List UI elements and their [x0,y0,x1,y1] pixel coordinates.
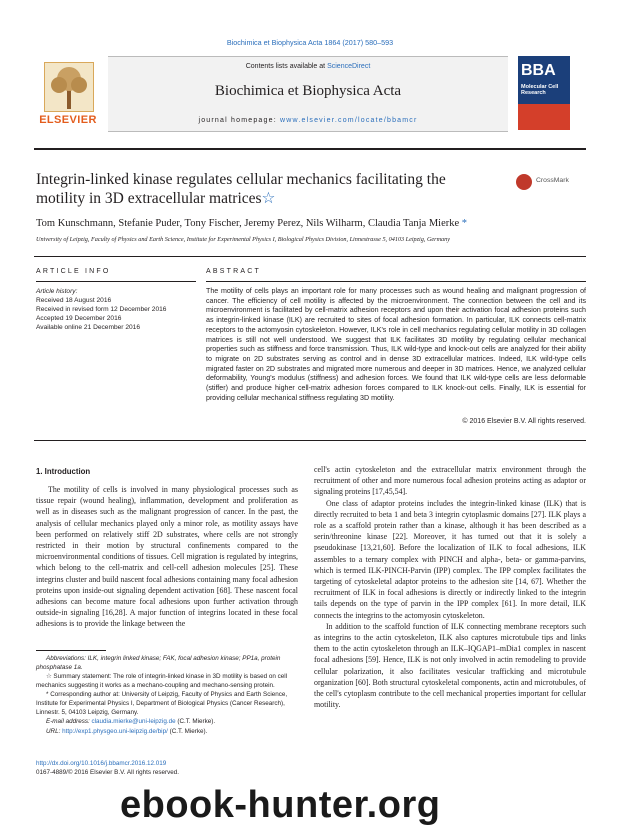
body-column-left [36,484,298,630]
article-title [36,170,496,208]
footnotes [36,655,298,737]
journal-title: Biochimica et Biophysica Acta [214,83,402,99]
homepage-prefix: journal homepage: [198,117,277,124]
elsevier-wordmark: ELSEVIER [39,114,97,126]
elsevier-tree-icon [44,62,94,112]
title-footnote-link[interactable]: ☆ [261,190,276,207]
header-rule [34,256,586,257]
paragraph: The motility of cells is involved in many physiological processes such as tissue repair (wound healing), inflammation, development and proliferation as well as in diseases such as the malignant progression of cancer. In the past, the analysis of cellular mechanics played only a minor role, as motility assays have been performed on relatively stiff 2D substrates, where cells are not strongly restricted in their motion by structural confinements compared to the microenvironmental conditions of tissues. Cell migration is regulated by integrins, which belong to the cell-matrix and cell-cell adhesion molecules [25]. These integrins cluster and build nascent focal adhesions containing many focal adhesion proteins upon inside-out signaling dependent activation [68]. These nascent focal adhesions can become mature focal adhesions upon further activation through outside-in signaling [16,28]. A major function of integrins located in these focal adhesions is to provide the linkage between the [36,485,298,629]
authors-text: Tom Kunschmann, Stefanie Puder, Tony Fischer, Jeremy Perez, Nils Wilharm, Claudia Tanja Mierke [36,218,460,229]
history-label: Article history: [36,288,78,295]
footnote-corresponding: * Corresponding author at: University of Leipzig, Faculty of Physics and Earth Science, Institute for Experimental Physics I, Department of Biological Physics (Cancer Research), Linnestr. 5, 04103 Leipzig, Germany. [36,691,288,716]
masthead-rule [34,148,586,150]
watermark: ebook-hunter.org [120,784,441,826]
footnote-email [36,718,298,727]
article-info-rule [36,281,196,282]
crossmark-icon [516,174,532,190]
email-suffix: (C.T. Mierke). [177,718,216,726]
homepage-link[interactable]: www.elsevier.com/locate/bbamcr [280,117,418,124]
author-list [36,218,596,229]
sciencedirect-link[interactable]: ScienceDirect [327,63,371,70]
masthead [34,56,586,140]
corresponding-author-link[interactable]: * [461,218,468,229]
history-revised: Received in revised form 12 December 2016 [36,306,167,313]
issn-line: 0167-4889/© 2016 Elsevier B.V. All rights reserved. [36,769,180,776]
abstract-rule [206,281,586,282]
doi-link[interactable]: http://dx.doi.org/10.1016/j.bbamcr.2016.12.019 [36,760,167,767]
url-link[interactable]: http://exp1.physgeo.uni-leipzig.de/bip/ [62,727,168,735]
url-suffix: (C.T. Mierke). [169,727,208,735]
journal-banner [108,56,508,132]
cover-image [518,104,570,130]
history-accepted: Accepted 19 December 2016 [36,315,122,322]
footnote-summary: ☆ Summary statement: The role of integrin-linked kinase in 3D motility is based on cell mechanics suggesting it works as a mechano-coupling and mechano-sensing protein. [36,673,288,689]
abstract-bottom-rule [34,440,586,441]
footnote-url [36,728,298,737]
section-heading-introduction: 1. Introduction [36,467,91,476]
url-label: URL: [46,727,61,735]
paragraph: In addition to the scaffold function of ILK connecting membrane receptors such as integrins to the actin cytoskeleton, ILK also captures microtubule tips and links them to the actin cytoskeleton through an ILK–IQGAP1–mDia1 complex in nascent focal adhesions [59]. Hence, ILK is not only involved in actin remodeling to provide cellular polarization, it also facilitates vesicular trafficking and microtubule organization [60]. Both structural cytoskeletal components, actin and microtubules, of the cell's cytoplasm contribute to the cell mechanical properties important for cellular motility. [314,621,586,710]
journal-citation[interactable]: Biochimica et Biophysica Acta 1864 (2017) 580–593 [226,38,394,47]
elsevier-logo[interactable] [34,56,102,130]
abstract-text: The motility of cells plays an important role for many processes such as wound healing and malignant progression of cancer. The efficiency of cell motility is affected by the microenvironment. The connection between the cell and its microenvironment is facilitated by cell-matrix adhesion receptors and upon their activation focal adhesion proteins such as integrin-linked kinase (ILK) are recruited to sites of focal adhesion formation. In particular, ILK connects cell-matrix receptors to the actomyosin cytoskeleton. However, ILK's role in cell mechanics regulating cellular motility in 3D collagen matrices is still not well understood. We suggest that ILK facilitates 3D motility by regulating cellular mechanical properties such as stiffness and force transmission. Thus, ILK wild-type and knock-out cells are analyzed for their ability to migrate on 2D substrates serving as control and in dense 3D extracellular matrices. Indeed, ILK wild-type cells migrated faster on 2D substrates and migrated more numerous and deeper in 3D matrices. Hence, we analyzed cellular deformability, Young's modulus (stiffness) and adhesion forces. We found that ILK wild-type cells are less deformable (stiffer) and produce higher cell-matrix adhesion forces compared to ILK knock-out cells. Finally, ILK is essential for providing cellular mechanical stiffness regulating 3D motility. [206,287,586,402]
paragraph: cell's actin cytoskeleton and the extracellular matrix environment through the recruitment of other and more numerous focal adhesion proteins acting as adaptor or signaling proteins [17,45,54]. [314,465,586,497]
article-history [36,287,196,332]
affiliation: University of Leipzig, Faculty of Physics and Earth Science, Institute for Experimental Physics I, Biological Physics Division, Linnestrasse 5, 04103 Leipzig, Germany [36,236,450,243]
footnote-abbreviations: Abbreviations: ILK, integrin linked kinase; FAK, focal adhesion kinase; PP1a, protein phosphatase 1a. [36,655,281,671]
email-link[interactable]: claudia.mierke@uni-leipzig.de [91,718,176,726]
paragraph: One class of adaptor proteins includes the integrin-linked kinase (ILK) that is directly recruited to beta 1 and beta 3 integrin cytoplasmic domains [27]. ILK plays a role as a scaffold protein rather than a kinase, although it has been described as a serin/threonine kinase [22]. Moreover, it has turned out that it is solely a pseudokinase [13,21,60]. Before the localization of ILK to focal adhesions, ILK assembles to a ternary complex with PINCH and alpha-, beta- or gamma-parvins, which is termed ILK-PINCH-Parvin (IPP) complex. The IPP complex facilitates the targeting of cytoskeletal adaptor proteins to the adhesion site [14, 67]. Whether the recruitment of ILK in focal adhesions is directly or indirectly linked to the integrin tails depends on the type of parvin in the IPP complex [61]. In more detail, ILK connects the integrins to the actomyosin cytoskeleton. [314,498,586,620]
crossmark-badge[interactable] [516,174,586,192]
cover-title: BBA [521,62,556,79]
copyright-notice: © 2016 Elsevier B.V. All rights reserved. [462,418,586,425]
contents-prefix: Contents lists available at [245,63,326,70]
abstract-heading: ABSTRACT [206,268,261,275]
cover-subtitle: Molecular Cell Research [521,84,559,96]
history-online: Available online 21 December 2016 [36,324,140,331]
journal-cover[interactable] [518,56,570,130]
crossmark-label: CrossMark [536,177,569,184]
article-title-text: Integrin-linked kinase regulates cellular mechanics facilitating the motility in 3D extracellular matrices [36,171,446,207]
journal-homepage [108,117,508,124]
footnote-rule [36,650,106,651]
body-column-right [314,464,586,710]
contents-line [108,63,508,70]
email-label: E-mail address: [46,718,90,726]
history-received: Received 18 August 2016 [36,297,112,304]
article-info-heading: ARTICLE INFO [36,268,111,275]
